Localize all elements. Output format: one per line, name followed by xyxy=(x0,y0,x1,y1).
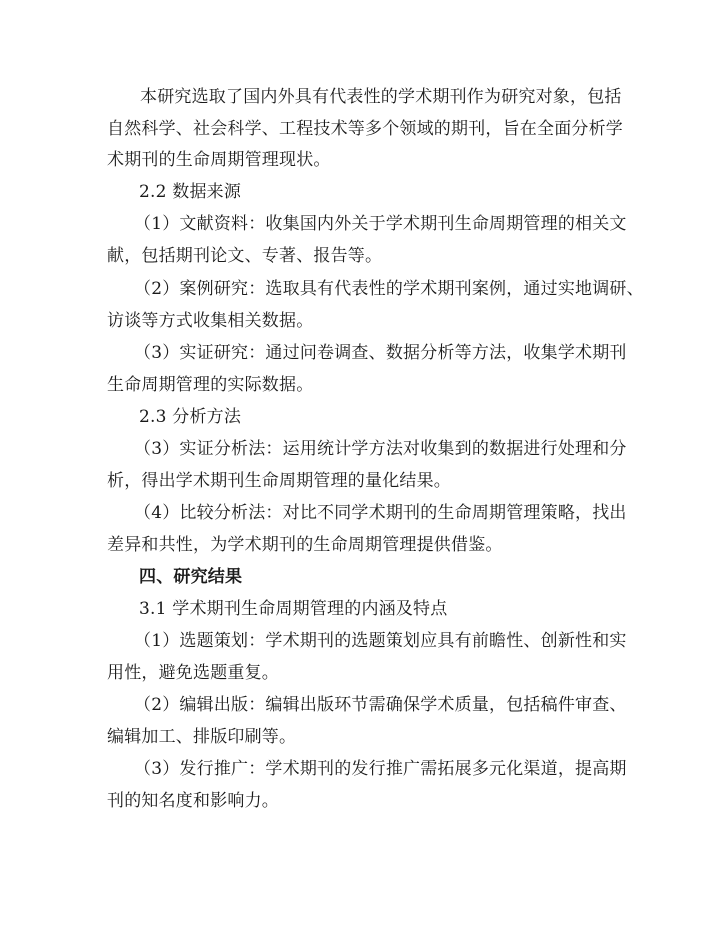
text-line-12: （3）实证分析法：运用统计学方法对收集到的数据进行处理和分 xyxy=(134,439,627,459)
text-line-19: 用性，避免选题重复。 xyxy=(107,663,279,683)
text-line-13: 析，得出学术期刊生命周期管理的量化结果。 xyxy=(107,471,451,491)
text-line-21: 编辑加工、排版印刷等。 xyxy=(107,727,297,747)
text-line-20: （2）编辑出版：编辑出版环节需确保学术质量，包括稿件审查、 xyxy=(134,695,627,715)
text-line-5: （1）文献资料：收集国内外关于学术期刊生命周期管理的相关文 xyxy=(134,214,627,234)
section-heading-2-2: 2.2 数据来源 xyxy=(139,182,242,202)
text-line-23: 刊的知名度和影响力。 xyxy=(107,791,279,811)
text-line-3: 术期刊的生命周期管理现状。 xyxy=(107,150,331,170)
section-heading-3-1: 3.1 学术期刊生命周期管理的内涵及特点 xyxy=(139,599,448,619)
section-heading-2-3: 2.3 分析方法 xyxy=(139,407,242,427)
text-line-2: 自然科学、社会科学、工程技术等多个领域的期刊，旨在全面分析学 xyxy=(107,119,623,139)
text-line-6: 献，包括期刊论文、专著、报告等。 xyxy=(107,246,383,266)
text-line-1: 本研究选取了国内外具有代表性的学术期刊作为研究对象，包括 xyxy=(140,87,622,107)
text-line-7: （2）案例研究：选取具有代表性的学术期刊案例，通过实地调研、 xyxy=(134,279,644,299)
section-heading-4: 四、研究结果 xyxy=(139,567,243,587)
text-line-8: 访谈等方式收集相关数据。 xyxy=(107,311,314,331)
text-line-9: （3）实证研究：通过问卷调查、数据分析等方法，收集学术期刊 xyxy=(134,343,627,363)
text-line-10: 生命周期管理的实际数据。 xyxy=(107,375,314,395)
text-line-14: （4）比较分析法：对比不同学术期刊的生命周期管理策略，找出 xyxy=(134,503,627,523)
text-line-22: （3）发行推广：学术期刊的发行推广需拓展多元化渠道，提高期 xyxy=(134,759,627,779)
text-line-15: 差异和共性，为学术期刊的生命周期管理提供借鉴。 xyxy=(107,535,503,555)
text-line-18: （1）选题策划：学术期刊的选题策划应具有前瞻性、创新性和实 xyxy=(134,631,627,651)
